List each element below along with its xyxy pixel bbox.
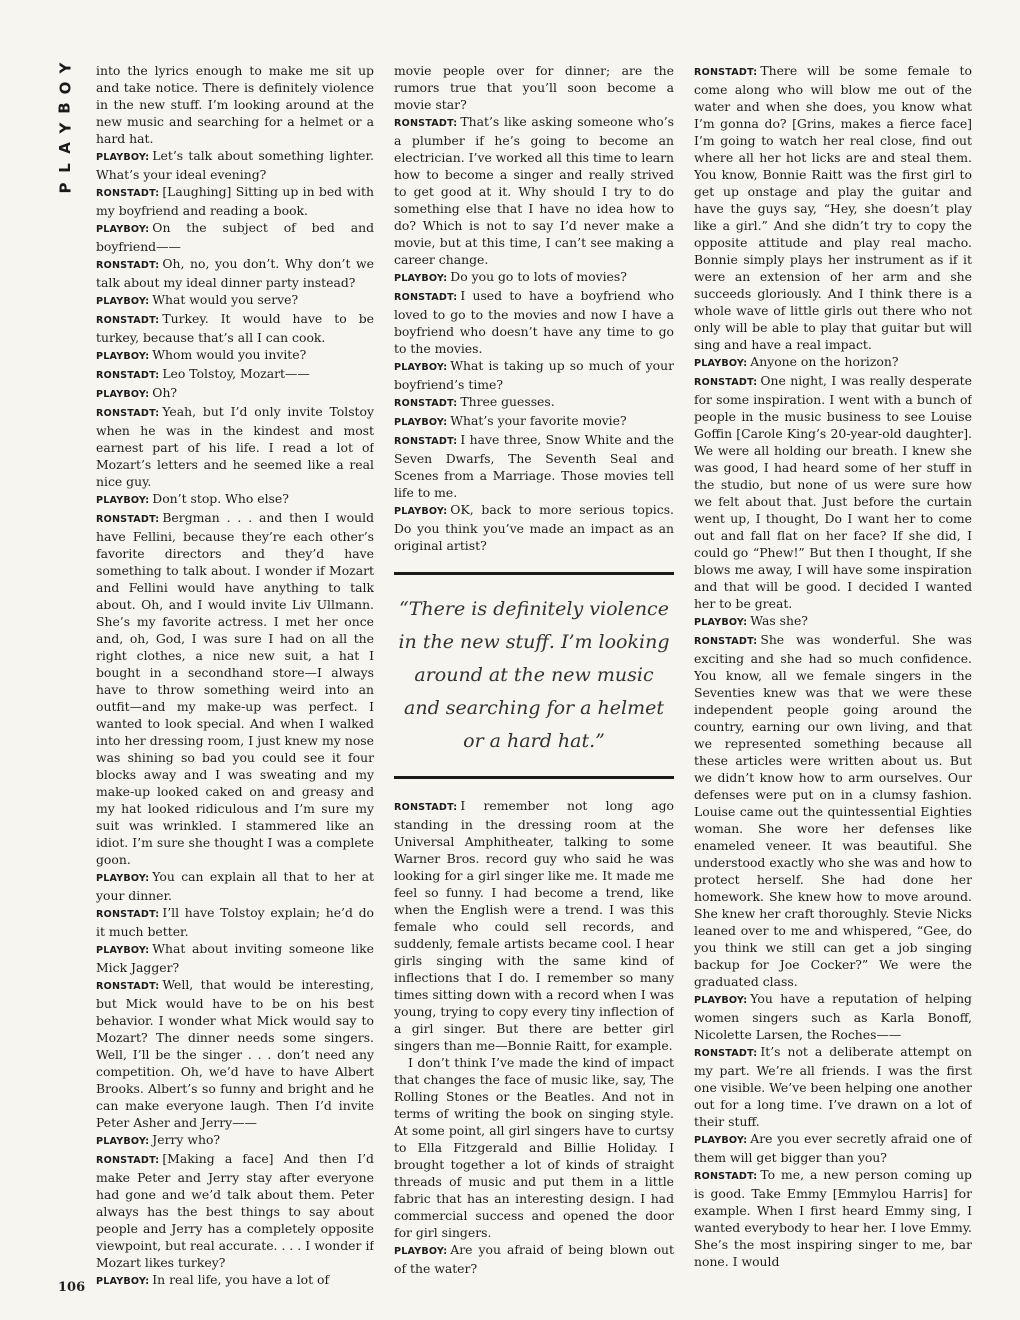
speaker-label: PLAYBOY: xyxy=(394,1246,448,1257)
paragraph-text: into the lyrics enough to make me sit up and take notice. There is definitely violence in the new stuff. I’m looking around at the new music and searching for a helmet or a hard hat. xyxy=(96,63,374,146)
paragraph-text: Leo Tolstoy, Mozart—— xyxy=(162,366,310,381)
paragraph-text: [Making a face] And then I’d make Peter and Jerry stay after everyone had gone and we’d talk about them. Peter always has the best things to say about people and Jerry has a completely opposite viewpoint, but real accurate. . . . I wonder if Mozart likes turkey? xyxy=(96,1151,374,1270)
paragraph-text: She was wonderful. She was exciting and she had so much confidence. You know, all we female singers in the Seventies knew was that we were these independent people going around the country, earning our own living, and that we represented something because all these articles were written about us. But we didn’t know how to arm ourselves. Our defenses were put on in a clumsy fashion. Louise came out the quintessential Eighties woman. She wore her defenses like enameled veneer. It was beautiful. She understood exactly who she was and how to protect herself. She had done her homework. She knew how to move around. She knew her craft thoroughly. Stevie Nicks leaned over to me and whispered, “Gee, do you think we still can get a job singing backup for Joe Cocker?” We were the graduated class. xyxy=(694,632,972,989)
paragraph-text: You have a reputation of helping women singers such as Karla Bonoff, Nicolette Larsen, the Roches—— xyxy=(694,991,972,1042)
paragraph-text: Whom would you invite? xyxy=(152,347,307,362)
speaker-label: PLAYBOY: xyxy=(394,506,448,517)
article-column-2 xyxy=(394,62,674,1302)
speaker-label: PLAYBOY: xyxy=(394,362,448,373)
paragraph-text: Don’t stop. Who else? xyxy=(152,491,289,506)
paragraph xyxy=(694,631,972,990)
paragraph xyxy=(394,431,674,501)
paragraph xyxy=(394,797,674,1054)
paragraph-text: Oh, no, you don’t. Why don’t we talk about my ideal dinner party instead? xyxy=(96,256,374,290)
paragraph xyxy=(394,393,674,412)
speaker-label: RONSTADT: xyxy=(394,436,458,447)
paragraph-text: Turkey. It would have to be turkey, because that’s all I can cook. xyxy=(96,311,374,345)
speaker-label: PLAYBOY: xyxy=(96,152,150,163)
speaker-label: PLAYBOY: xyxy=(96,224,150,235)
paragraph xyxy=(96,365,374,384)
paragraph-text: OK, back to more serious topics. Do you think you’ve made an impact as an original artist? xyxy=(394,502,674,553)
paragraph xyxy=(96,904,374,940)
masthead-letter: A xyxy=(55,142,74,154)
speaker-label: PLAYBOY: xyxy=(394,417,448,428)
paragraph xyxy=(96,868,374,904)
paragraph xyxy=(96,291,374,310)
paragraph-text: I’ll have Tolstoy explain; he’d do it much better. xyxy=(96,905,374,939)
paragraph xyxy=(394,1241,674,1277)
paragraph xyxy=(96,509,374,868)
paragraph-text: That’s like asking someone who’s a plumber if he’s going to become an electrician. I’ve worked all this time to learn how to become a singer and really strived to get good at it. Why should I try to do something else that I have no idea how to do? Which is not to say I’d never make a movie, but at this time, I can’t see making a career change. xyxy=(394,114,674,267)
speaker-label: PLAYBOY: xyxy=(694,617,748,628)
page-number: 106 xyxy=(58,1280,86,1295)
paragraph xyxy=(694,1130,972,1166)
paragraph-text: It’s not a deliberate attempt on my part. We’re all friends. I was the first one visible. We’ve been helping one another out for a long time. I’ve drawn on a lot of their stuff. xyxy=(694,1044,972,1129)
speaker-label: PLAYBOY: xyxy=(96,351,150,362)
paragraph-text: I have three, Snow White and the Seven Dwarfs, The Seventh Seal and Scenes from a Marriage. Those movies tell life to me. xyxy=(394,432,674,500)
speaker-label: PLAYBOY: xyxy=(694,358,748,369)
speaker-label: RONSTADT: xyxy=(694,636,758,647)
paragraph xyxy=(394,501,674,554)
paragraph xyxy=(694,372,972,612)
masthead-letter: Y xyxy=(56,62,74,74)
paragraph-text: What’s your favorite movie? xyxy=(450,413,627,428)
paragraph-text: Anyone on the horizon? xyxy=(750,354,899,369)
paragraph xyxy=(694,1166,972,1270)
paragraph-text: Do you go to lots of movies? xyxy=(450,269,627,284)
paragraph-text: Oh? xyxy=(152,385,178,400)
speaker-label: RONSTADT: xyxy=(694,1171,758,1182)
paragraph-text: To me, a new person coming up is good. Take Emmy [Emmylou Harris] for example. When I first heard Emmy sing, I wanted everybody to hear her. I love Emmy. She’s the most inspiring singer to me, bar none. I would xyxy=(694,1167,972,1269)
article-column-1 xyxy=(96,62,374,1302)
speaker-label: RONSTADT: xyxy=(394,292,458,303)
speaker-label: RONSTADT: xyxy=(96,260,160,271)
paragraph xyxy=(96,490,374,509)
speaker-label: PLAYBOY: xyxy=(694,995,748,1006)
paragraph xyxy=(96,62,374,147)
paragraph xyxy=(394,62,674,113)
masthead-letter: L xyxy=(56,163,74,173)
paragraph xyxy=(694,990,972,1043)
speaker-label: PLAYBOY: xyxy=(394,273,448,284)
paragraph xyxy=(96,346,374,365)
paragraph-text: I don’t think I’ve made the kind of impact that changes the face of music like, say, The Rolling Stones or the Beatles. And not in terms of writing the book on singing style. At some point, all girl singers have to curtsy to Ella Fitzgerald and Billie Holiday. I brought together a lot of kinds of straight threads of music and put them in a little fabric that has an interesting design. I had commercial success and opened the door for girl singers. xyxy=(394,1055,674,1240)
paragraph xyxy=(96,1271,374,1290)
paragraph xyxy=(96,976,374,1131)
paragraph-text: Yeah, but I’d only invite Tolstoy when he was in the kindest and most earnest part of his life. I read a lot of Mozart’s letters and he seemed like a real nice guy. xyxy=(96,404,374,489)
speaker-label: RONSTADT: xyxy=(96,188,160,199)
paragraph xyxy=(96,1131,374,1150)
speaker-label: RONSTADT: xyxy=(96,909,160,920)
paragraph-text: [Laughing] Sitting up in bed with my boyfriend and reading a book. xyxy=(96,184,374,218)
speaker-label: RONSTADT: xyxy=(694,377,758,388)
speaker-label: RONSTADT: xyxy=(96,981,160,992)
speaker-label: PLAYBOY: xyxy=(96,495,150,506)
paragraph-text: What about inviting someone like Mick Jagger? xyxy=(96,941,374,975)
speaker-label: PLAYBOY: xyxy=(96,389,150,400)
speaker-label: RONSTADT: xyxy=(96,370,160,381)
paragraph xyxy=(96,940,374,976)
speaker-label: RONSTADT: xyxy=(96,315,160,326)
paragraph xyxy=(694,62,972,353)
speaker-label: PLAYBOY: xyxy=(96,296,150,307)
speaker-label: RONSTADT: xyxy=(694,1048,758,1059)
speaker-label: PLAYBOY: xyxy=(694,1135,748,1146)
paragraph-text: Are you ever secretly afraid one of them will get bigger than you? xyxy=(694,1131,972,1165)
paragraph xyxy=(96,1150,374,1271)
paragraph xyxy=(96,219,374,255)
column-2-bottom-text xyxy=(394,797,674,1277)
speaker-label: PLAYBOY: xyxy=(96,1136,150,1147)
speaker-label: PLAYBOY: xyxy=(96,945,150,956)
speaker-label: PLAYBOY: xyxy=(96,873,150,884)
masthead-letter: O xyxy=(55,81,74,95)
paragraph xyxy=(394,268,674,287)
paragraph-text: I used to have a boyfriend who loved to go to the movies and now I have a boyfriend who doesn’t have any time to go to the movies. xyxy=(394,288,674,356)
column-2-top-text xyxy=(394,62,674,554)
paragraph xyxy=(394,1054,674,1241)
speaker-label: PLAYBOY: xyxy=(96,1276,150,1287)
paragraph-text: You can explain all that to her at your dinner. xyxy=(96,869,374,903)
paragraph-text: Jerry who? xyxy=(152,1132,221,1147)
paragraph xyxy=(694,353,972,372)
masthead-letter: Y xyxy=(56,122,74,134)
paragraph xyxy=(96,310,374,346)
paragraph xyxy=(394,357,674,393)
article-column-3 xyxy=(694,62,972,1302)
speaker-label: RONSTADT: xyxy=(96,408,160,419)
paragraph xyxy=(96,147,374,183)
paragraph xyxy=(394,113,674,268)
speaker-label: RONSTADT: xyxy=(694,67,758,78)
speaker-label: RONSTADT: xyxy=(394,398,458,409)
paragraph xyxy=(96,183,374,219)
paragraph-text: One night, I was really desperate for some inspiration. I went with a bunch of people in the music business to see Louise Goffin [Carole King’s 20-year-old daughter]. We were all holding our breath. I knew she was good, I had heard some of her stuff in the studio, but none of us were sure how we felt about that. Just before the curtain went up, I thought, Do I want her to come out and fall flat on her face? If she did, I could go “Phew!” But then I thought, If she blows me away, I will have some inspiration and that will be good. I decided I wanted her to be great. xyxy=(694,373,972,611)
paragraph-text: Three guesses. xyxy=(460,394,555,409)
paragraph-text: movie people over for dinner; are the rumors true that you’ll soon become a movie star? xyxy=(394,63,674,112)
paragraph xyxy=(394,412,674,431)
paragraph-text: On the subject of bed and boyfriend—— xyxy=(96,220,374,254)
pull-quote: “There is definitely violence in the new stuff. I’m looking around at the new music and searching for a helmet or a hard hat.” xyxy=(394,572,674,779)
paragraph-text: What is taking up so much of your boyfriend’s time? xyxy=(394,358,674,392)
paragraph-text: What would you serve? xyxy=(152,292,299,307)
paragraph xyxy=(96,255,374,291)
paragraph-text: There will be some female to come along who will blow me out of the water and when she does, you know what I’m gonna do? [Grins, makes a fierce face] I’m going to watch her real close, find out where all her hot licks are and steal them. You know, Bonnie Raitt was the first girl to get up onstage and play the guitar and have the guys say, “Hey, she doesn’t play like a girl.” And she didn’t try to copy the opposite attitude and play real macho. Bonnie simply plays her instrument as if it were an extension of her arm and she succeeds gloriously. And I think there is a whole wave of little girls out there who not only will be able to play that guitar but will sing and have a real impact. xyxy=(694,63,972,352)
speaker-label: RONSTADT: xyxy=(394,118,458,129)
paragraph-text: Was she? xyxy=(750,613,808,628)
paragraph-text: I remember not long ago standing in the dressing room at the Universal Amphitheater, talking to some Warner Bros. record guy who said he was looking for a girl singer like me. It made me feel so funny. I had become a trend, like when the English were a trend. I was this female who could sell records, and suddenly, female artists became cool. I hear girls singing with the same kind of inflections that I do. I remember so many times sitting down with a record when I was young, trying to copy every tiny inflection of a girl singer. But there are better girl singers than me—Bonnie Raitt, for example. xyxy=(394,798,674,1053)
playboy-masthead xyxy=(54,58,76,198)
paragraph-text: Are you afraid of being blown out of the water? xyxy=(394,1242,674,1276)
masthead-letter: P xyxy=(56,182,74,194)
paragraph xyxy=(694,1043,972,1130)
speaker-label: RONSTADT: xyxy=(96,514,160,525)
paragraph xyxy=(394,287,674,357)
speaker-label: RONSTADT: xyxy=(96,1155,160,1166)
paragraph xyxy=(694,612,972,631)
paragraph xyxy=(96,384,374,403)
paragraph-text: Well, that would be interesting, but Mick would have to be on his best behavior. I wonder what Mick would say to Mozart? The dinner needs some singers. Well, I’ll be the singer . . . don’t need any competition. Oh, we’d have to have Albert Brooks. Albert’s so funny and bright and he can make everyone laugh. Then I’d invite Peter Asher and Jerry—— xyxy=(96,977,374,1130)
paragraph xyxy=(96,403,374,490)
paragraph-text: In real life, you have a lot of xyxy=(152,1272,330,1287)
speaker-label: RONSTADT: xyxy=(394,802,458,813)
masthead-letter: B xyxy=(56,102,74,114)
paragraph-text: Bergman . . . and then I would have Fellini, because they’re each other’s favorite directors and they’d have something to talk about. I wonder if Mozart and Fellini would have anything to talk about. Oh, and I would invite Liv Ullmann. She’s my favorite actress. I met her once and, oh, God, I was sure I had on all the right clothes, a nice new suit, a hat I bought in a secondhand store—I always have to throw something weird into an outfit—and my make-up was perfect. I wanted to look special. And when I walked into her dressing room, I just knew my nose was shining so bad you could see it four blocks away and I was sweating and my make-up looked caked on and greasy and my hat looked ridiculous and I’m sure my suit was wrinkled. I stammered like an idiot. I’m sure she thought I was a complete goon. xyxy=(96,510,374,867)
paragraph-text: Let’s talk about something lighter. What’s your ideal evening? xyxy=(96,148,374,182)
